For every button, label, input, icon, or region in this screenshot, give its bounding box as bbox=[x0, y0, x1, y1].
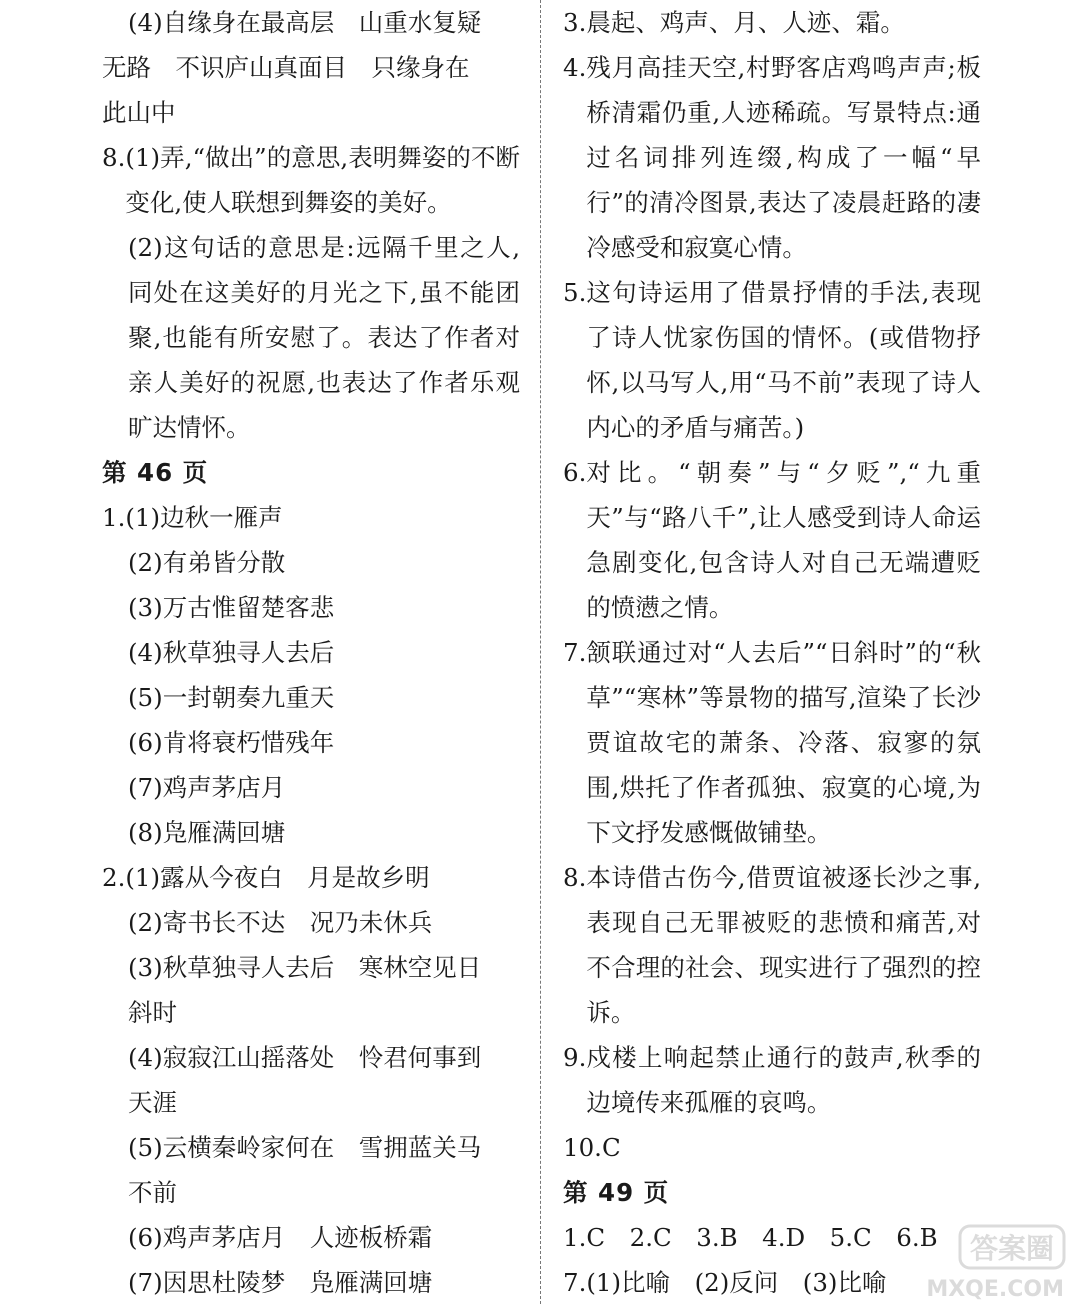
item-number: 5. bbox=[563, 278, 587, 307]
answer-line: (6)鸡声茅店月 人迹板桥霜 bbox=[128, 1223, 433, 1252]
item-text: (2)这句话的意思是:远隔千里之人,同处在这美好的月光之下,虽不能团聚,也能有所安慰了。表达了作者对亲人美好的祝愿,也表达了作者乐观旷达情怀。 bbox=[128, 233, 520, 442]
item-number: 7. bbox=[563, 638, 587, 667]
answer-line: 1.(1)边秋一雁声 bbox=[102, 503, 283, 532]
answer-line: 7.(1)比喻 (2)反问 (3)比喻 bbox=[563, 1268, 887, 1297]
answer-line: 1.C 2.C 3.B 4.D 5.C 6.B bbox=[563, 1223, 938, 1252]
right-column bbox=[563, 0, 981, 1305]
column-divider bbox=[540, 0, 541, 1304]
answer-line: 10.C bbox=[563, 1133, 621, 1162]
item-text: 戍楼上响起禁止通行的鼓声,秋季的边境传来孤雁的哀鸣。 bbox=[586, 1043, 981, 1117]
answer-item-6 bbox=[563, 450, 981, 630]
answer-item-4 bbox=[563, 45, 981, 270]
answer-item-8 bbox=[102, 135, 520, 225]
page-heading-46: 第 46 页 bbox=[102, 458, 209, 487]
answer-line: (6)肯将衰朽惜残年 bbox=[128, 728, 335, 757]
item-number: 8. bbox=[563, 863, 587, 892]
answer-line: (4)寂寂江山摇落处 怜君何事到 bbox=[128, 1043, 482, 1072]
item-text: 本诗借古伤今,借贾谊被逐长沙之事,表现自己无罪被贬的悲愤和痛苦,对不合理的社会、现实进行了强烈的控诉。 bbox=[586, 863, 981, 1027]
item-text: 颔联通过对“人去后”“日斜时”的“秋草”“寒林”等景物的描写,渲染了长沙贾谊故宅的萧条、冷落、寂寥的氛围,烘托了作者孤独、寂寞的心境,为下文抒发感慨做铺垫。 bbox=[586, 638, 981, 847]
item-number: 4. bbox=[563, 53, 587, 82]
item-text: 残月高挂天空,村野客店鸡鸣声声;板桥清霜仍重,人迹稀疏。写景特点:通过名词排列连缀,构成了一幅“早行”的清冷图景,表达了凌晨赶路的凄冷感受和寂寞心情。 bbox=[586, 53, 981, 262]
answer-item-8 bbox=[563, 855, 981, 1035]
answer-line: 2.(1)露从今夜白 月是故乡明 bbox=[102, 863, 430, 892]
answer-line: 斜时 bbox=[128, 998, 177, 1027]
answer-item-9 bbox=[563, 1035, 981, 1125]
answer-line: 不前 bbox=[128, 1178, 177, 1207]
answer-line: 3.晨起、鸡声、月、人迹、霜。 bbox=[563, 8, 905, 37]
left-column bbox=[102, 0, 520, 1305]
answer-line: 无路 不识庐山真面目 只缘身在 bbox=[102, 53, 470, 82]
answer-line: 天涯 bbox=[128, 1088, 177, 1117]
answer-line: (2)寄书长不达 况乃未休兵 bbox=[128, 908, 433, 937]
item-number: 6. bbox=[563, 458, 587, 487]
answer-line: (8)凫雁满回塘 bbox=[128, 818, 286, 847]
answer-line: (5)云横秦岭家何在 雪拥蓝关马 bbox=[128, 1133, 482, 1162]
answer-line: (7)因思杜陵梦 凫雁满回塘 bbox=[128, 1268, 433, 1297]
answer-item-8-2 bbox=[102, 225, 520, 450]
watermark-url: MXQE.COM bbox=[926, 1277, 1064, 1302]
answer-line: (5)一封朝奏九重天 bbox=[128, 683, 335, 712]
answer-line: 此山中 bbox=[102, 98, 176, 127]
answer-line: (3)秋草独寻人去后 寒林空见日 bbox=[128, 953, 482, 982]
item-text: (1)弄,“做出”的意思,表明舞姿的不断变化,使人联想到舞姿的美好。 bbox=[125, 143, 520, 217]
item-text: 对比。“朝奏”与“夕贬”,“九重天”与“路八千”,让人感受到诗人命运急剧变化,包含诗人对自己无端遭贬的愤懑之情。 bbox=[586, 458, 981, 622]
item-number: 9. bbox=[563, 1043, 587, 1072]
answer-line: (4)自缘身在最高层 山重水复疑 bbox=[128, 8, 482, 37]
page-heading-49: 第 49 页 bbox=[563, 1178, 670, 1207]
watermark-logo-text: 答案圈 bbox=[969, 1232, 1055, 1265]
answer-line: (3)万古惟留楚客悲 bbox=[128, 593, 335, 622]
answer-item-7 bbox=[563, 630, 981, 855]
answer-line: (2)有弟皆分散 bbox=[128, 548, 286, 577]
answer-line: (4)秋草独寻人去后 bbox=[128, 638, 335, 667]
answer-line: (7)鸡声茅店月 bbox=[128, 773, 286, 802]
answer-item-5 bbox=[563, 270, 981, 450]
item-number: 8. bbox=[102, 143, 126, 172]
item-text: 这句诗运用了借景抒情的手法,表现了诗人忧家伤国的情怀。(或借物抒怀,以马写人,用“马不前”表现了诗人内心的矛盾与痛苦。) bbox=[586, 278, 981, 442]
